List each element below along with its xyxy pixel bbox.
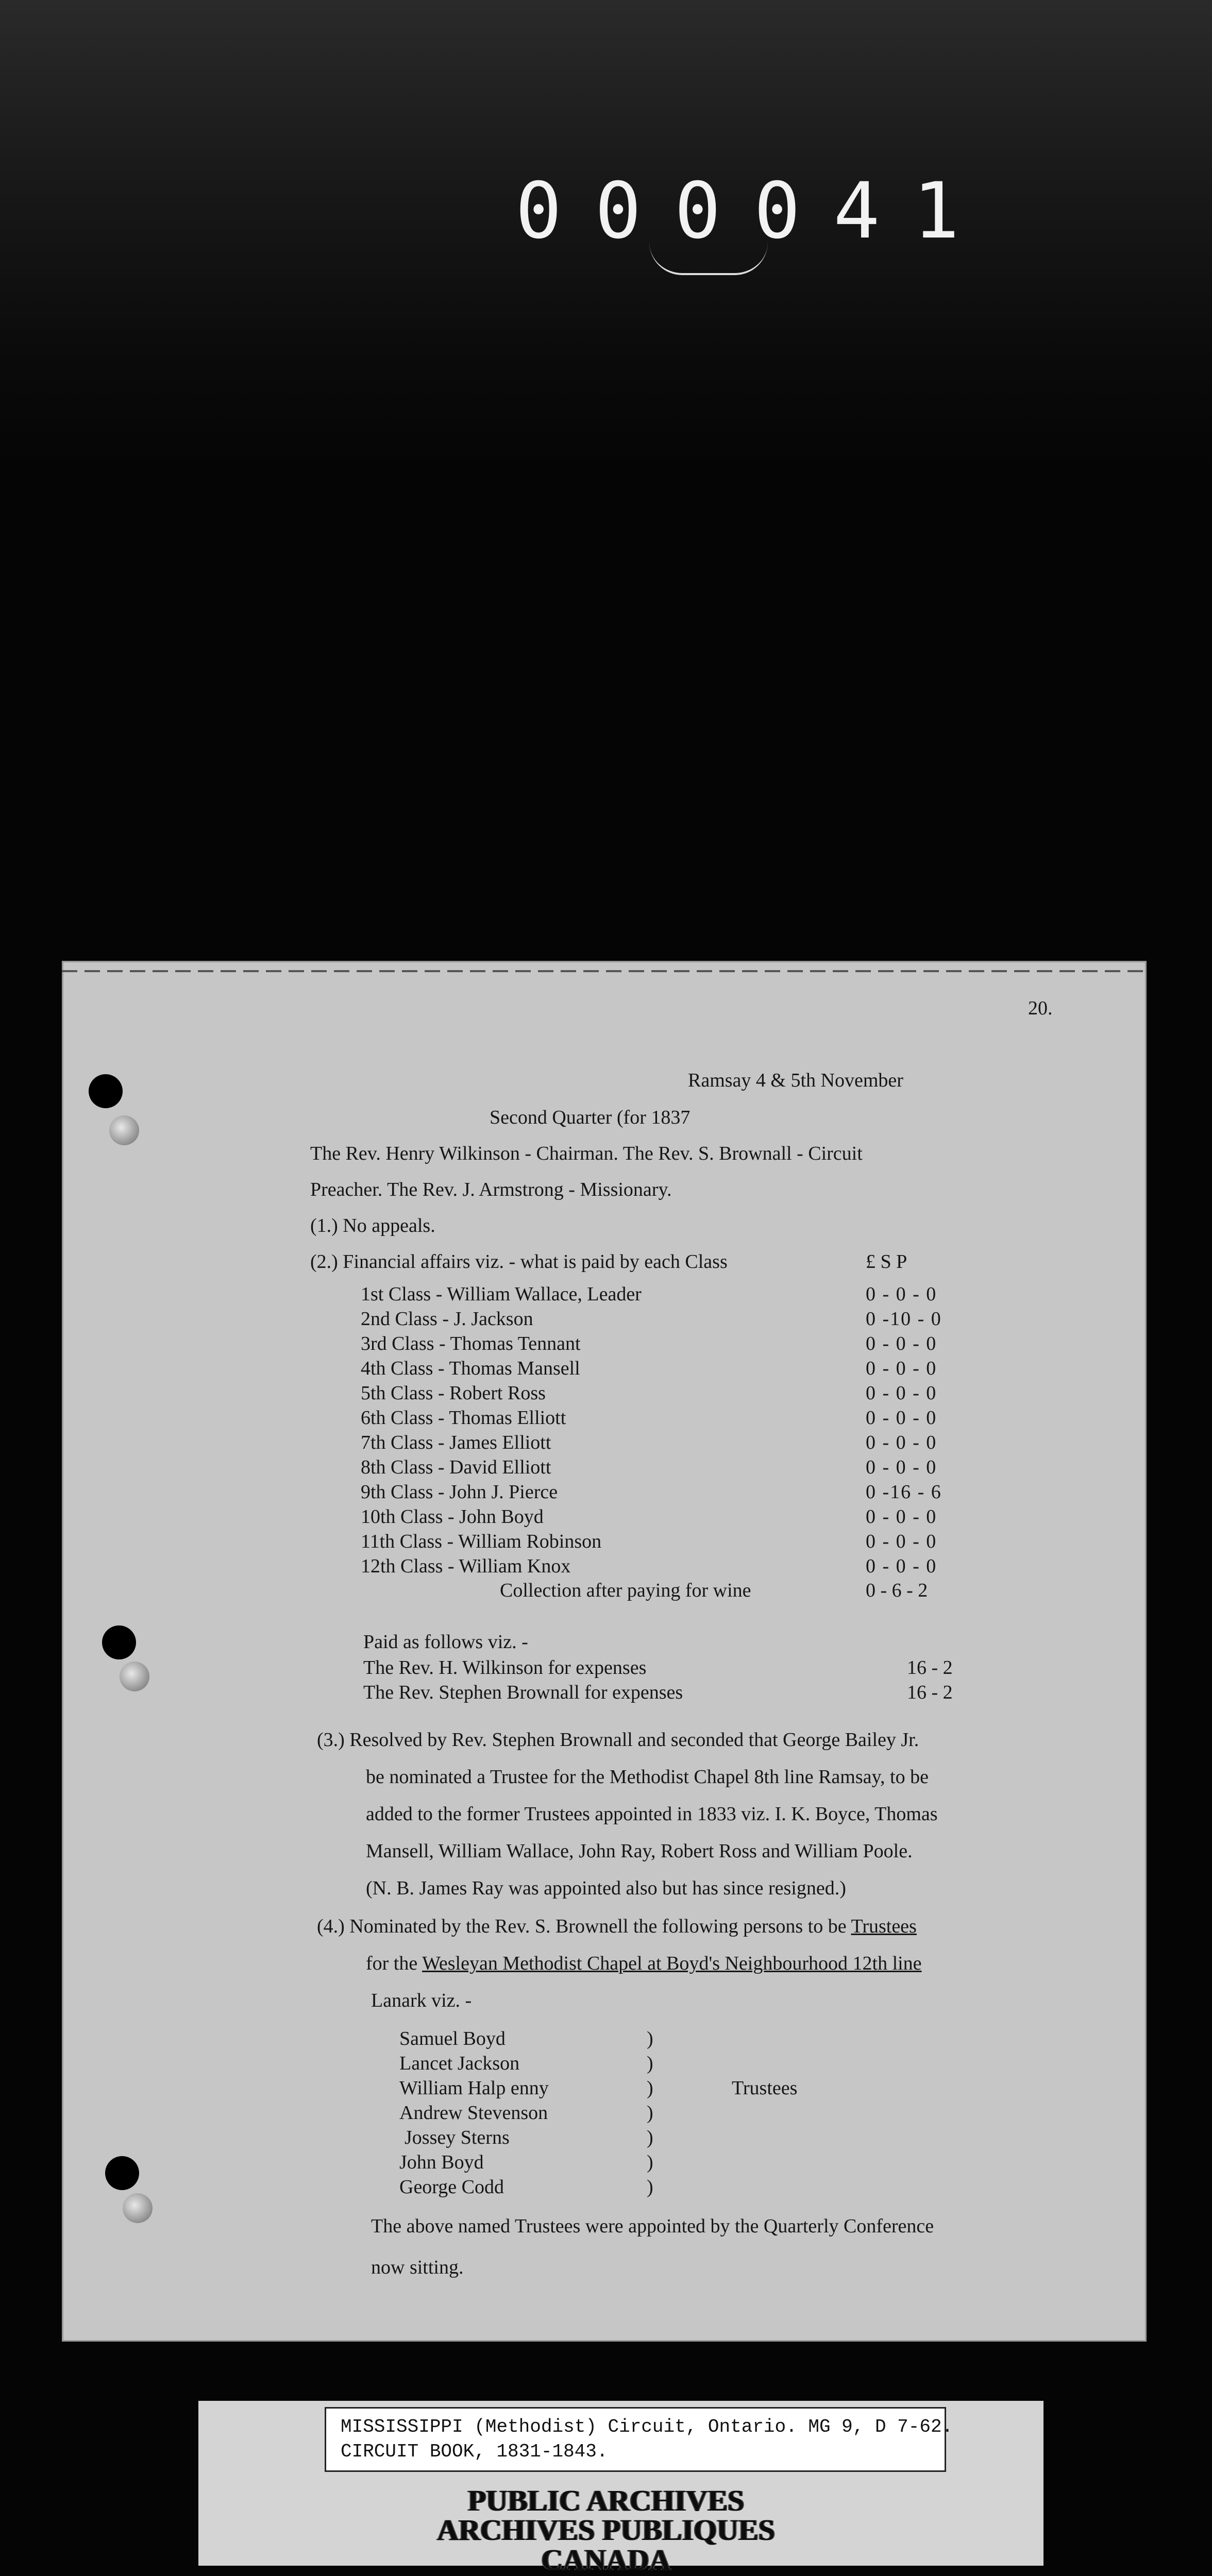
brace-mark: ) bbox=[647, 2151, 653, 2173]
trustee-name: Jossey Sterns bbox=[405, 2127, 510, 2148]
trustees-underlined: Trustees bbox=[851, 1916, 917, 1937]
class-label: 6th Class - Thomas Elliott bbox=[361, 1407, 566, 1429]
trustees-label: Trustees bbox=[732, 2077, 798, 2099]
punch-hole-shadow-icon bbox=[120, 1662, 149, 1691]
brace-mark: ) bbox=[647, 2028, 653, 2049]
class-row bbox=[62, 1357, 1092, 1382]
class-amount: 0 - 0 - 0 bbox=[866, 1358, 937, 1379]
payment-amount: 16 - 2 bbox=[907, 1682, 953, 1703]
payment-amount: 16 - 2 bbox=[907, 1657, 953, 1679]
trustee-name: Lancet Jackson bbox=[399, 2053, 520, 2074]
class-label: 7th Class - James Elliott bbox=[361, 1432, 551, 1453]
class-label: 2nd Class - J. Jackson bbox=[361, 1308, 533, 1330]
paid-heading: Paid as follows viz. - bbox=[363, 1631, 528, 1653]
class-amount: 0 -10 - 0 bbox=[866, 1308, 942, 1330]
collection-amount: 0 - 6 - 2 bbox=[866, 1580, 928, 1601]
archives-stamp-line-3: CANADA bbox=[541, 2543, 671, 2576]
archive-label-line-2: CIRCUIT BOOK, 1831-1843. bbox=[341, 2441, 608, 2462]
item-4-line-1-text: (4.) Nominated by the Rev. S. Brownell the following persons to be bbox=[317, 1916, 847, 1937]
class-row bbox=[62, 1382, 1092, 1406]
item-4-line-2 bbox=[366, 1952, 922, 1975]
page-top-edge bbox=[62, 970, 1147, 972]
class-row bbox=[62, 1283, 1092, 1308]
class-row bbox=[62, 1308, 1092, 1332]
item-2-columns: £ S P bbox=[866, 1251, 907, 1273]
collection-row bbox=[62, 1579, 1092, 1604]
class-amount: 0 - 0 - 0 bbox=[866, 1382, 937, 1404]
frame-number: 000041 bbox=[515, 166, 992, 256]
class-amount: 0 - 0 - 0 bbox=[866, 1531, 937, 1552]
trustee-name: John Boyd bbox=[399, 2151, 484, 2173]
closing-line-1: The above named Trustees were appointed by the Quarterly Conference bbox=[371, 2215, 934, 2237]
class-label: 10th Class - John Boyd bbox=[361, 1506, 544, 1528]
class-label: 12th Class - William Knox bbox=[361, 1555, 571, 1577]
class-amount: 0 - 0 - 0 bbox=[866, 1456, 937, 1478]
class-amount: 0 - 0 - 0 bbox=[866, 1407, 937, 1429]
payment-label: The Rev. H. Wilkinson for expenses bbox=[363, 1657, 647, 1679]
item-3-line: be nominated a Trustee for the Methodist Chapel 8th line Ramsay, to be bbox=[366, 1766, 929, 1788]
class-label: 9th Class - John J. Pierce bbox=[361, 1481, 558, 1503]
class-label: 4th Class - Thomas Mansell bbox=[361, 1358, 580, 1379]
closing-line-2: now sitting. bbox=[371, 2257, 464, 2278]
brace-mark: ) bbox=[647, 2077, 653, 2099]
class-row bbox=[62, 1505, 1092, 1530]
quarter-heading: Second Quarter (for 1837 bbox=[490, 1107, 691, 1128]
item-3-line: (3.) Resolved by Rev. Stephen Brownall and seconded that George Bailey Jr. bbox=[317, 1729, 919, 1751]
brace-mark: ) bbox=[647, 2176, 653, 2198]
class-row bbox=[62, 1406, 1092, 1431]
class-amount: 0 - 0 - 0 bbox=[866, 1555, 937, 1577]
trustee-name: Samuel Boyd bbox=[399, 2028, 506, 2049]
class-row bbox=[62, 1481, 1092, 1505]
punch-hole-icon bbox=[102, 1625, 136, 1659]
class-label: 3rd Class - Thomas Tennant bbox=[361, 1333, 581, 1354]
archive-label-line-1: MISSISSIPPI (Methodist) Circuit, Ontario. MG 9, D 7-62. bbox=[341, 2416, 953, 2437]
item-1: (1.) No appeals. bbox=[310, 1215, 435, 1236]
class-amount: 0 -16 - 6 bbox=[866, 1481, 942, 1503]
trustee-name: George Codd bbox=[399, 2176, 504, 2198]
item-4-line-3: Lanark viz. - bbox=[371, 1990, 472, 2011]
class-amount: 0 - 0 - 0 bbox=[866, 1506, 937, 1528]
class-label: 5th Class - Robert Ross bbox=[361, 1382, 546, 1404]
class-amount: 0 - 0 - 0 bbox=[866, 1283, 937, 1305]
class-label: 11th Class - William Robinson bbox=[361, 1531, 602, 1552]
class-label: 1st Class - William Wallace, Leader bbox=[361, 1283, 642, 1305]
brace-mark: ) bbox=[647, 2127, 653, 2148]
frame-number-underline bbox=[649, 242, 768, 275]
trustee-name: Andrew Stevenson bbox=[399, 2102, 548, 2124]
place-date: Ramsay 4 & 5th November bbox=[688, 1070, 903, 1091]
class-row bbox=[62, 1530, 1092, 1555]
class-amount: 0 - 0 - 0 bbox=[866, 1333, 937, 1354]
chapel-underlined: Wesleyan Methodist Chapel at Boyd's Neighbourhood 12th line bbox=[422, 1953, 922, 1974]
officers-line-2: Preacher. The Rev. J. Armstrong - Missionary. bbox=[310, 1179, 672, 1200]
class-row bbox=[62, 1456, 1092, 1481]
item-4-line-2-text: for the bbox=[366, 1953, 418, 1974]
archives-stamp-line-2: ARCHIVES PUBLIQUES bbox=[437, 2513, 775, 2547]
item-3-line: added to the former Trustees appointed in 1833 viz. I. K. Boyce, Thomas bbox=[366, 1803, 938, 1825]
class-row bbox=[62, 1431, 1092, 1456]
class-label: 8th Class - David Elliott bbox=[361, 1456, 551, 1478]
item-3-line: (N. B. James Ray was appointed also but has since resigned.) bbox=[366, 1877, 846, 1899]
brace-mark: ) bbox=[647, 2102, 653, 2124]
document-page bbox=[62, 961, 1147, 2342]
class-amount: 0 - 0 - 0 bbox=[866, 1432, 937, 1453]
item-4-line-1 bbox=[317, 1915, 917, 1938]
item-2-heading: (2.) Financial affairs viz. - what is paid by each Class bbox=[310, 1251, 728, 1273]
class-row bbox=[62, 1332, 1092, 1357]
officers-line-1: The Rev. Henry Wilkinson - Chairman. The Rev. S. Brownall - Circuit bbox=[310, 1143, 863, 1164]
archives-stamp-line-1: PUBLIC ARCHIVES bbox=[467, 2484, 745, 2517]
item-3-line: Mansell, William Wallace, John Ray, Robert Ross and William Poole. bbox=[366, 1840, 913, 1862]
brace-mark: ) bbox=[647, 2053, 653, 2074]
punch-hole-shadow-icon bbox=[109, 1115, 139, 1145]
punch-hole-shadow-icon bbox=[123, 2193, 153, 2223]
class-row bbox=[62, 1555, 1092, 1580]
archive-label bbox=[325, 2407, 953, 2472]
collection-label: Collection after paying for wine bbox=[500, 1580, 751, 1601]
payment-label: The Rev. Stephen Brownall for expenses bbox=[363, 1682, 683, 1703]
page-number: 20. bbox=[1028, 997, 1053, 1019]
punch-hole-icon bbox=[105, 2156, 139, 2190]
punch-hole-icon bbox=[89, 1074, 123, 1108]
trustee-name: William Halp enny bbox=[399, 2077, 549, 2099]
